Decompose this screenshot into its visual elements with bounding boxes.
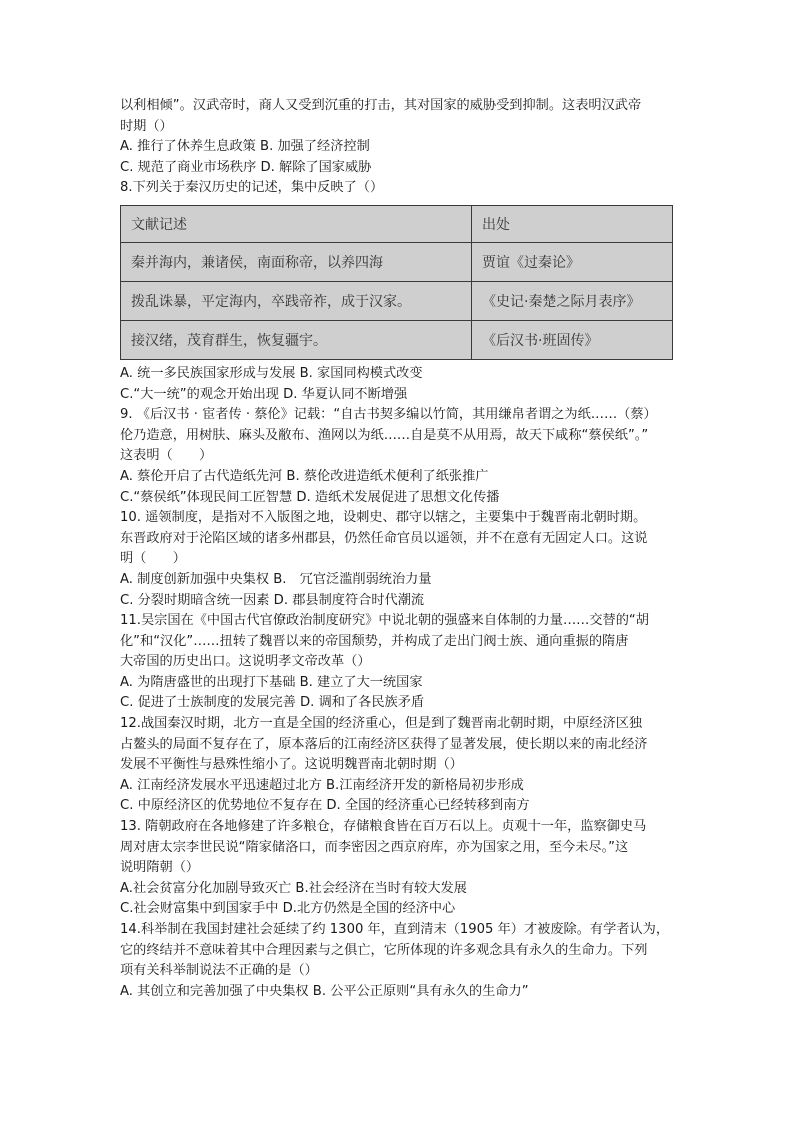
table-cell: 拨乱诛暴，平定海内，卒践帝祚，成于汉家。 xyxy=(121,281,472,320)
table-row xyxy=(121,242,673,281)
q14-stem-line1: 14.科举制在我国封建社会延续了约 1300 年，直到清末（1905 年）才被废除。有学者认为， xyxy=(120,922,670,937)
q9-stem-line2: 伦乃造意，用树肤、麻头及敝布、渔网以为纸……自是莫不从用焉，故天下咸称“蔡侯纸”。” xyxy=(120,427,649,443)
q10-stem-line1: 10. 遥领制度，是指对不入版图之地，设刺史、郡守以辖之，主要集中于魏晋南北朝时期。 xyxy=(120,510,647,526)
q11-options-cd: C. 促进了士族制度的发展完善 D. 调和了各民族矛盾 xyxy=(120,695,425,711)
table-cell: 《史记·秦楚之际月表序》 xyxy=(472,281,673,320)
q12-options-ab: A. 江南经济发展水平迅速超过北方 B.江南经济开发的新格局初步形成 xyxy=(120,777,524,793)
q7-options-cd: C. 规范了商业市场秩序 D. 解除了国家威胁 xyxy=(120,159,372,175)
q12-stem-line1: 12.战国秦汉时期，北方一直是全国的经济重心，但是到了魏晋南北朝时期，中原经济区独 xyxy=(120,716,643,732)
table-row xyxy=(121,281,673,320)
q9-options-ab: A. 蔡伦开启了古代造纸先河 B. 蔡伦改进造纸术便利了纸张推广 xyxy=(120,468,489,484)
q11-options-ab: A. 为隋唐盛世的出现打下基础 B. 建立了大一统国家 xyxy=(120,674,423,690)
q8-stem: 8.下列关于秦汉历史的记述，集中反映了（） xyxy=(120,180,384,196)
q10-stem-line3: 明（ ） xyxy=(120,551,186,567)
q10-stem-line2: 东晋政府对于沦陷区域的诸多州郡县，仍然任命官员以遥领，并不在意有无固定人口。这说 xyxy=(120,530,648,546)
q12-stem-line3: 发展不平衡性与悬殊性缩小了。这说明魏晋南北朝时期（） xyxy=(120,757,463,773)
q11-stem-line2: 化”和“汉化”……扭转了魏晋以来的帝国颓势，并构成了走出门阀士族、通向重振的隋唐 xyxy=(120,633,629,649)
table-header-row xyxy=(121,205,673,242)
q8-source-table xyxy=(120,205,673,360)
q8-options-cd: C.“大一统”的观念开始出现 D. 华夏认同不断增强 xyxy=(120,386,408,402)
q9-stem-line3: 这表明（ ） xyxy=(120,448,213,464)
q9-options-cd: C.“蔡侯纸”体现民间工匠智慧 D. 造纸术发展促进了思想文化传播 xyxy=(120,489,500,505)
exam-page xyxy=(120,96,680,1002)
q13-stem-line1: 13. 隋朝政府在各地修建了许多粮仓，存储粮食皆在百万石以上。贞观十一年，监察御史马 xyxy=(120,819,647,835)
q12-stem-line2: 占鳌头的局面不复存在了，原本落后的江南经济区获得了显著发展，使长期以来的南北经济 xyxy=(120,736,648,752)
q14-options-ab: A. 其创立和完善加强了中央集权 B. 公平公正原则“具有永久的生命力” xyxy=(120,983,529,999)
q13-options-ab: A.社会贫富分化加剧导致灭亡 B.社会经济在当时有较大发展 xyxy=(120,880,467,896)
q8-options-ab: A. 统一多民族国家形成与发展 B. 家国同构模式改变 xyxy=(120,365,423,381)
table-header-cell: 出处 xyxy=(472,205,673,242)
q13-options-cd: C.社会财富集中到国家手中 D.北方仍然是全国的经济中心 xyxy=(120,901,456,917)
table-cell: 贾谊《过秦论》 xyxy=(472,242,673,281)
table-row xyxy=(121,320,673,359)
q10-options-cd: C. 分裂时期暗含统一因素 D. 郡县制度符合时代潮流 xyxy=(120,592,425,608)
q10-options-ab: A. 制度创新加强中央集权 B. 冗官泛滥削弱统治力量 xyxy=(120,571,432,587)
q7-options-ab: A. 推行了休养生息政策 B. 加强了经济控制 xyxy=(120,139,370,155)
q7-stem-line2: 时期（） xyxy=(120,118,173,134)
table-cell: 《后汉书·班固传》 xyxy=(472,320,673,359)
q14-stem-line2: 它的终结并不意味着其中合理因素与之俱亡，它所体现的许多观念具有永久的生命力。下列 xyxy=(120,942,648,958)
table-cell: 接汉绪，茂育群生，恢复疆宇。 xyxy=(121,320,472,359)
q13-stem-line2: 周对唐太宗李世民说“隋家储洛口，而李密因之西京府库，亦为国家之用，至今未尽。”这 xyxy=(120,839,629,855)
q9-stem-line1: 9. 《后汉书 · 宦者传 · 蔡伦》记载：“自古书契多编以竹简，其用缣帛者谓之为纸……（蔡） xyxy=(120,407,657,423)
table-cell: 秦并海内，兼诸侯，南面称帝，以养四海 xyxy=(121,242,472,281)
table-header-cell: 文献记述 xyxy=(121,205,472,242)
q7-stem-line1: 以利相倾”。汉武帝时，商人又受到沉重的打击，其对国家的威胁受到抑制。这表明汉武帝 xyxy=(120,98,642,113)
q11-stem-line1: 11.吴宗国在《中国古代官僚政治制度研究》中说北朝的强盛来自体制的力量……交替的“胡 xyxy=(120,613,649,629)
q14-stem-line3: 项有关科举制说法不正确的是（） xyxy=(120,963,318,979)
q11-stem-line3: 大帝国的历史出口。这说明孝文帝改革（） xyxy=(120,654,371,670)
q12-options-cd: C. 中原经济区的优势地位不复存在 D. 全国的经济重心已经转移到南方 xyxy=(120,798,530,814)
q13-stem-line3: 说明隋朝（） xyxy=(120,860,200,876)
